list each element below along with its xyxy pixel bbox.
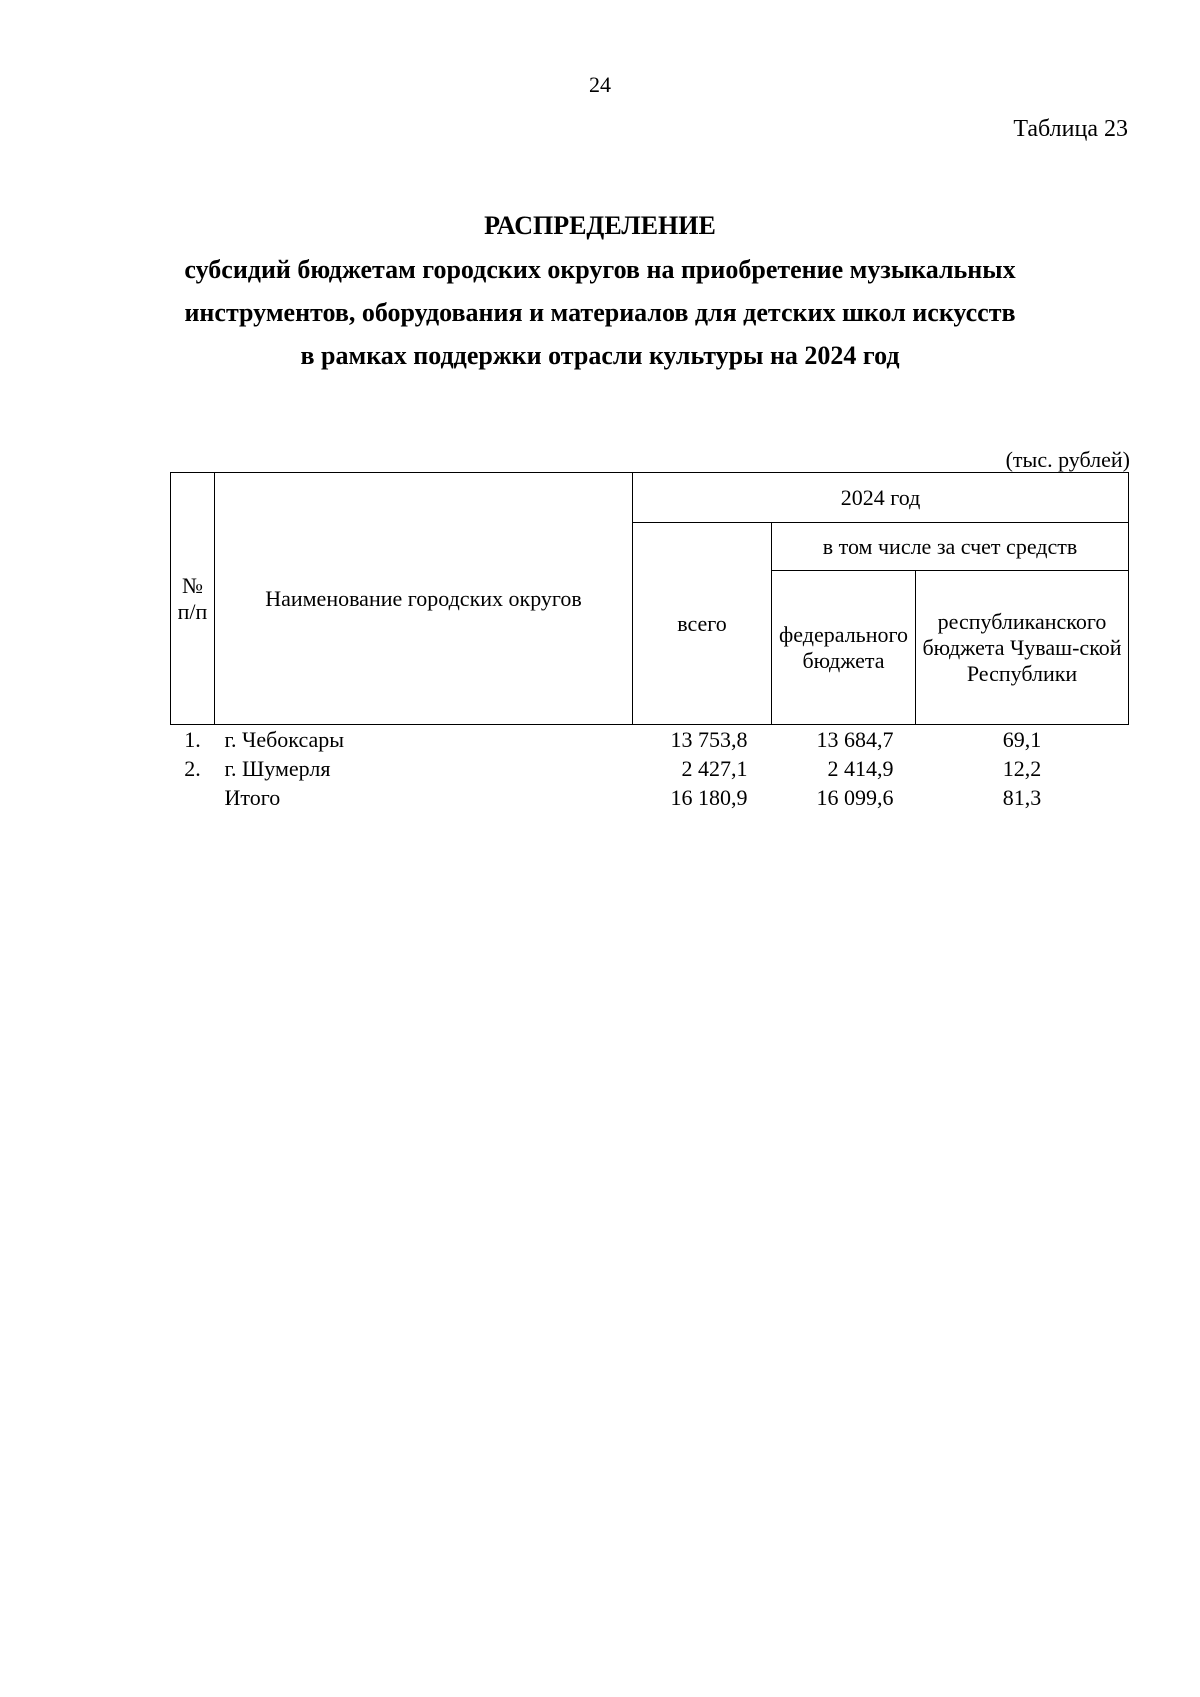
header-federal: федерального бюджета — [772, 571, 916, 725]
row-num: 2. — [184, 756, 201, 781]
row-name: Итого — [224, 785, 281, 810]
header-total: всего — [633, 523, 772, 725]
row-name: г. Чебоксары — [224, 727, 345, 752]
header-republic: республиканского бюджета Чуваш-ской Республики — [916, 571, 1129, 725]
row-num: 1. — [184, 727, 201, 752]
header-num: № п/п — [171, 473, 215, 725]
row-num — [171, 783, 215, 812]
row-total: 16 180,9 — [670, 785, 748, 810]
table-row-total — [171, 783, 1129, 812]
units-label: (тыс. рублей) — [1005, 447, 1130, 472]
row-federal: 13 684,7 — [816, 727, 894, 752]
row-federal: 16 099,6 — [816, 785, 894, 810]
title-line-1: субсидий бюджетам городских округов на приобретение музыкальных — [184, 255, 1016, 284]
title-subtitle — [100, 248, 1100, 377]
row-republic: 81,3 — [1002, 785, 1042, 810]
row-total: 2 427,1 — [681, 756, 748, 781]
header-name: Наименование городских округов — [215, 473, 633, 725]
page-number: 24 — [589, 72, 611, 97]
table-row — [171, 754, 1129, 783]
row-republic: 69,1 — [1002, 727, 1042, 752]
distribution-table — [170, 472, 1129, 812]
header-including: в том числе за счет средств — [772, 523, 1129, 571]
title-line-2: инструментов, оборудования и материалов для детских школ искусств — [184, 298, 1016, 327]
row-republic: 12,2 — [1002, 756, 1042, 781]
title-line-3: в рамках поддержки отрасли культуры на 2024 год — [300, 341, 900, 370]
row-name: г. Шумерля — [224, 756, 331, 781]
row-total: 13 753,8 — [670, 727, 748, 752]
table-label: Таблица 23 — [1013, 116, 1128, 142]
row-federal: 2 414,9 — [827, 756, 894, 781]
document-title — [100, 208, 1100, 377]
header-year: 2024 год — [633, 473, 1129, 523]
table-row — [171, 725, 1129, 755]
title-main: РАСПРЕДЕЛЕНИЕ — [484, 211, 716, 240]
